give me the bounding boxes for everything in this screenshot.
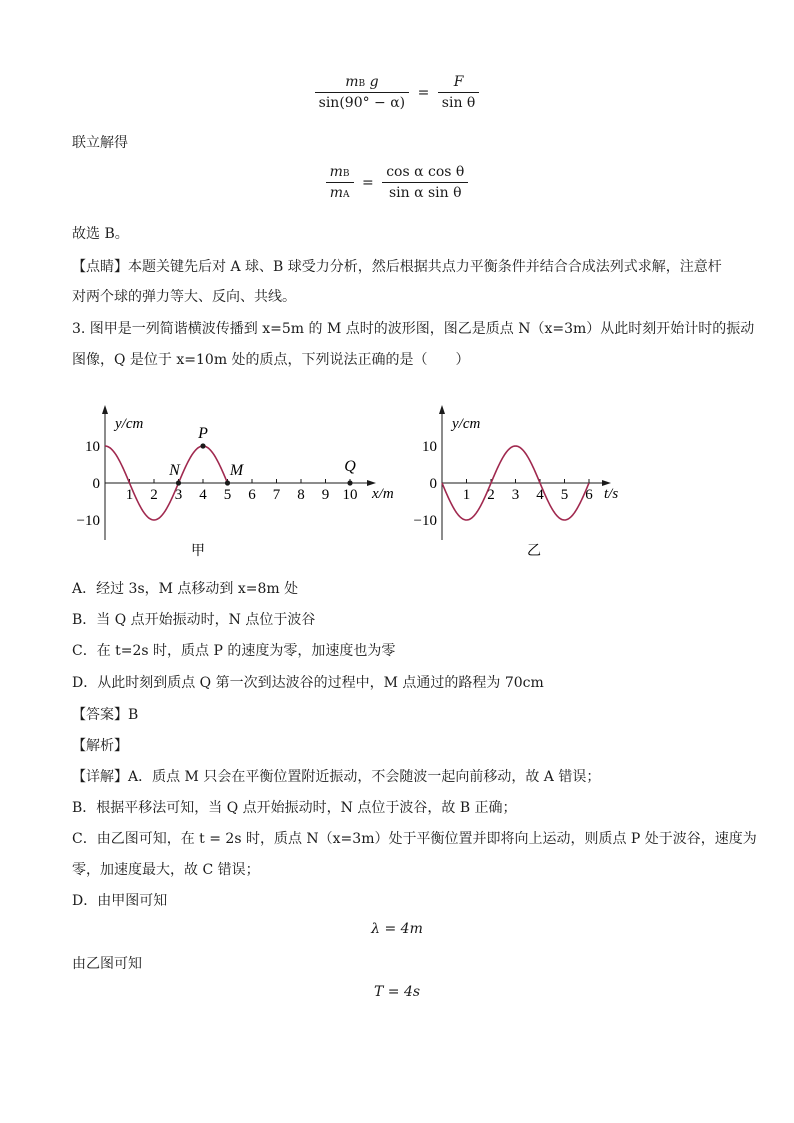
equation-period: T = 4s (373, 984, 421, 1000)
jia-x-label: x/m (372, 486, 394, 502)
option-c: C．在 t=2s 时，质点 P 的速度为零，加速度也为零 (72, 643, 396, 659)
jia-points (168, 425, 356, 486)
mass-subscript: B (358, 79, 366, 89)
fraction-left (315, 74, 410, 111)
jia-ytick-10: 10 (85, 439, 100, 455)
yi-tick-label: 5 (560, 487, 569, 503)
jia-ytick-neg10: −10 (76, 513, 100, 529)
text-lianli: 联立解得 (72, 135, 128, 151)
jia-tick-label: 10 (342, 487, 358, 503)
yi-ytick-neg10: −10 (413, 513, 437, 529)
jia-caption: 甲 (191, 544, 205, 559)
jia-tick-label: 1 (125, 487, 134, 503)
jia-point-m (225, 480, 230, 485)
analysis-heading: 【解析】 (72, 738, 128, 754)
yi-caption: 乙 (527, 544, 541, 559)
jia-tick-label: 3 (174, 487, 183, 503)
mass-b-subscript: B (342, 169, 350, 179)
yi-ytick-0: 0 (429, 476, 437, 492)
yi-x-label: t/s (604, 486, 619, 502)
chart-jia (77, 405, 394, 559)
yi-y-label: y/cm (452, 416, 481, 432)
jia-y-label: y/cm (115, 416, 144, 432)
dianjing-line-2: 对两个球的弹力等大、反向、共线。 (72, 289, 296, 305)
detail-c-line-1: C．由乙图可知，在 t = 2s 时，质点 N（x=3m）处于平衡位置并即将向上运动，则质点 P 处于波谷，速度为 (72, 831, 757, 847)
mass-a-subscript: A (342, 190, 350, 200)
equals-sign-2: = (362, 174, 374, 191)
formula-mass-ratio (0, 164, 794, 201)
fraction-right-numerator: F (438, 74, 480, 93)
detail-a: 【详解】A．质点 M 只会在平衡位置附近振动，不会随波一起向前移动，故 A 错误； (72, 769, 601, 785)
option-a: A．经过 3s，M 点移动到 x=8m 处 (72, 581, 299, 597)
detail-b: B．根据平移法可知，当 Q 点开始振动时，N 点位于波谷，故 B 正确； (72, 800, 517, 816)
jia-tick-label: 2 (150, 487, 158, 503)
jia-tick-label: 6 (248, 487, 256, 503)
jia-tick-label: 8 (297, 487, 305, 503)
dianjing-line-1: 【点睛】本题关键先后对 A 球、B 球受力分析，然后根据共点力平衡条件并结合合成法列式求解，注意杆 (72, 259, 722, 275)
yi-tick-label: 6 (585, 487, 593, 503)
text-yi-tu: 由乙图可知 (72, 956, 142, 972)
text-guxuan: 故选 B。 (72, 226, 129, 242)
jia-ytick-0: 0 (92, 476, 100, 492)
gravity-symbol: g (369, 74, 379, 90)
yi-y-arrow (439, 405, 445, 414)
fraction-mass-ratio (326, 164, 354, 201)
mass-b-symbol: m (329, 164, 343, 180)
jia-point-label-q: Q (344, 458, 356, 475)
mass-symbol: m (345, 74, 359, 90)
question-line-2: 图像，Q 是位于 x=10m 处的质点，下列说法正确的是（ ） (72, 352, 470, 368)
jia-point-label-p: P (198, 425, 208, 442)
yi-tick-label: 2 (487, 487, 495, 503)
jia-tick-label: 4 (199, 487, 207, 503)
jia-point-n (176, 480, 181, 485)
fraction-trig (382, 164, 468, 201)
jia-point-q (347, 480, 352, 485)
jia-tick-label: 9 (321, 487, 330, 503)
option-d: D．从此时刻到质点 Q 第一次到达波谷的过程中，M 点通过的路程为 70cm (72, 675, 544, 691)
equals-sign: = (417, 84, 430, 101)
fraction-trig-denominator: sin α sin θ (388, 185, 462, 201)
fraction-left-denominator: sin(90° − α) (318, 95, 406, 111)
question-line-1: 3. 图甲是一列简谐横波传播到 x=5m 的 M 点时的波形图，图乙是质点 N（x=3m）从此时刻开始计时的振动 (72, 321, 755, 337)
detail-c-line-2: 零，加速度最大，故 C 错误； (72, 862, 260, 878)
jia-point-label-n: N (169, 462, 180, 479)
jia-y-arrow (102, 405, 108, 414)
jia-tick-label: 7 (272, 487, 281, 503)
equation-wavelength: λ = 4m (371, 921, 423, 937)
yi-tick-label: 1 (462, 487, 471, 503)
yi-ytick-10: 10 (422, 439, 437, 455)
fraction-right (438, 74, 480, 111)
fraction-trig-numerator: cos α cos θ (382, 164, 468, 183)
formula-force-balance (0, 74, 794, 111)
jia-point-p (200, 443, 205, 448)
fraction-right-denominator: sin θ (441, 95, 476, 111)
mass-a-symbol: m (329, 185, 343, 201)
answer: 【答案】B (72, 707, 139, 723)
detail-d: D．由甲图可知 (72, 893, 168, 909)
chart-yi (414, 405, 619, 559)
option-b: B．当 Q 点开始振动时，N 点位于波谷 (72, 612, 316, 628)
yi-tick-label: 4 (536, 487, 544, 503)
jia-tick-label: 5 (223, 487, 232, 503)
yi-tick-label: 3 (511, 487, 520, 503)
wave-charts (0, 400, 794, 570)
jia-point-label-m: M (229, 462, 244, 479)
